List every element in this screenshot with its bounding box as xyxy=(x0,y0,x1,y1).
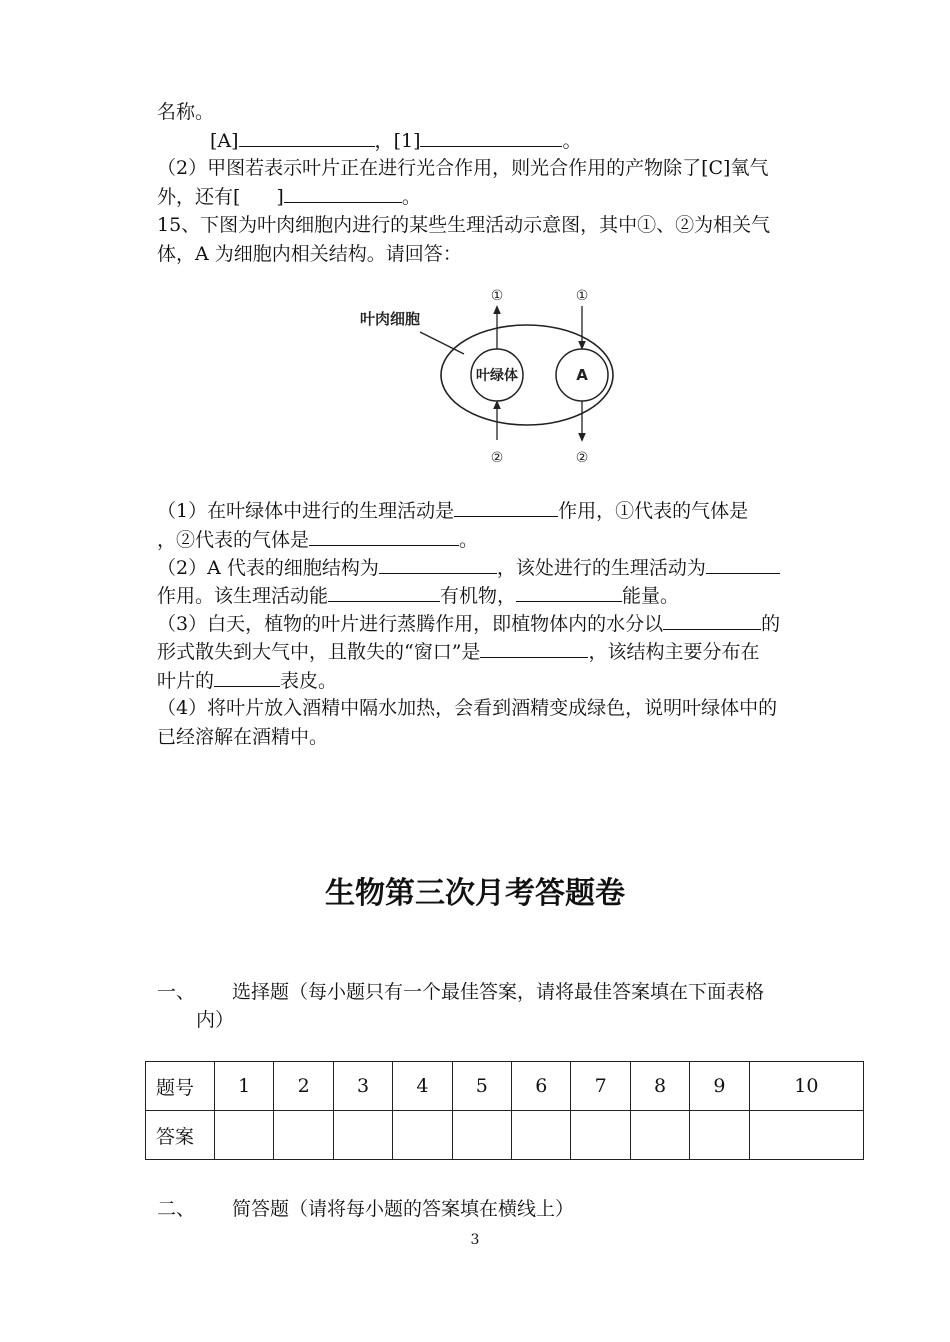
q15-intro-line1: 15、下图为叶肉细胞内进行的某些生理活动示意图，其中①、②为相关气 xyxy=(157,214,771,236)
answer-blank[interactable] xyxy=(328,581,440,602)
section2-number: 二、 xyxy=(157,1198,196,1220)
mesophyll-cell-diagram xyxy=(352,280,652,470)
question-number-cell: 5 xyxy=(452,1062,511,1111)
answer-blank[interactable] xyxy=(284,182,402,203)
question-number-cell: 10 xyxy=(749,1062,863,1111)
question-number-cell: 8 xyxy=(630,1062,689,1111)
answer-blank[interactable] xyxy=(454,496,558,517)
gas2-label-right: ② xyxy=(575,450,589,466)
answer-cell[interactable] xyxy=(333,1111,392,1160)
q15-s3-line3: 叶片的 表皮。 xyxy=(157,666,337,695)
section2-heading: 简答题（请将每小题的答案填在横线上） xyxy=(232,1198,575,1220)
question-number-cell: 1 xyxy=(215,1062,274,1111)
answer-cell[interactable] xyxy=(452,1111,511,1160)
q14-name-line: 名称。 xyxy=(157,101,215,123)
answer-cell[interactable] xyxy=(749,1111,863,1160)
q15-s3-line1: （3）白天，植物的叶片进行蒸腾作用，即植物体内的水分以 的 xyxy=(157,609,780,638)
answer-cell[interactable] xyxy=(215,1111,274,1160)
question-number-cell: 7 xyxy=(571,1062,630,1111)
question-number-cell: 2 xyxy=(274,1062,333,1111)
q15-s3-line2: 形式散失到大气中，且散失的“窗口”是 ，该结构主要分布在 xyxy=(157,637,759,666)
answer-blank[interactable] xyxy=(214,666,280,687)
q15-intro-line2: 体，A 为细胞内相关结构。请回答： xyxy=(157,243,462,265)
answer-cell[interactable] xyxy=(393,1111,452,1160)
gas2-label-left: ② xyxy=(490,450,504,466)
q15-s1-line1: （1）在叶绿体中进行的生理活动是 作用，①代表的气体是 xyxy=(157,496,748,525)
answer-sheet-title: 生物第三次月考答题卷 xyxy=(325,876,625,911)
q14-part2-line2: 外，还有[ ] 。 xyxy=(157,182,421,211)
q14-blank-line-1: [A] ，[1] 。 xyxy=(210,126,582,155)
answer-blank[interactable] xyxy=(516,581,622,602)
answer-blank[interactable] xyxy=(706,553,780,574)
question-number-cell: 9 xyxy=(690,1062,749,1111)
answer-blank[interactable] xyxy=(420,126,562,147)
section1-number: 一、 xyxy=(157,981,196,1003)
answer-cell[interactable] xyxy=(571,1111,630,1160)
table-row xyxy=(146,1111,864,1160)
section1-heading-cont: 内） xyxy=(196,1009,235,1031)
gas1-label-right: ① xyxy=(575,288,589,304)
question-number-cell: 6 xyxy=(512,1062,571,1111)
cell-pointer-line xyxy=(420,332,464,354)
section1-heading: 选择题（每小题只有一个最佳答案，请将最佳答案填在下面表格 xyxy=(232,981,765,1003)
q15-s2-line1: （2）A 代表的细胞结构为 ，该处进行的生理活动为 xyxy=(157,553,780,582)
answer-cell[interactable] xyxy=(274,1111,333,1160)
answer-blank[interactable] xyxy=(379,553,497,574)
answer-cell[interactable] xyxy=(512,1111,571,1160)
answer-cell[interactable] xyxy=(630,1111,689,1160)
q14-part2-line1: （2）甲图若表示叶片正在进行光合作用，则光合作用的产物除了[C]氧气 xyxy=(157,157,769,179)
row-header-question-number: 题号 xyxy=(146,1062,215,1111)
answer-table xyxy=(145,1061,864,1160)
table-row xyxy=(146,1062,864,1111)
q15-s1-line2: ，②代表的气体是 。 xyxy=(157,525,478,554)
page-number: 3 xyxy=(470,1232,480,1248)
q15-s4-line1: （4）将叶片放入酒精中隔水加热，会看到酒精变成绿色，说明叶绿体中的 xyxy=(157,697,778,719)
cell-label: 叶肉细胞 xyxy=(360,310,421,328)
q15-s2-line2: 作用。该生理活动能 有机物， 能量。 xyxy=(157,581,679,610)
row-header-answer: 答案 xyxy=(146,1111,215,1160)
q15-s4-line2: 已经溶解在酒精中。 xyxy=(157,726,329,748)
chloroplast-label: 叶绿体 xyxy=(476,368,518,384)
gas1-label-left: ① xyxy=(490,288,504,304)
answer-blank[interactable] xyxy=(480,637,588,658)
answer-blank[interactable] xyxy=(239,126,375,147)
structure-a-label: A xyxy=(576,366,588,384)
question-number-cell: 4 xyxy=(393,1062,452,1111)
answer-blank[interactable] xyxy=(663,609,761,630)
answer-blank[interactable] xyxy=(309,525,459,546)
question-number-cell: 3 xyxy=(333,1062,392,1111)
answer-cell[interactable] xyxy=(690,1111,749,1160)
